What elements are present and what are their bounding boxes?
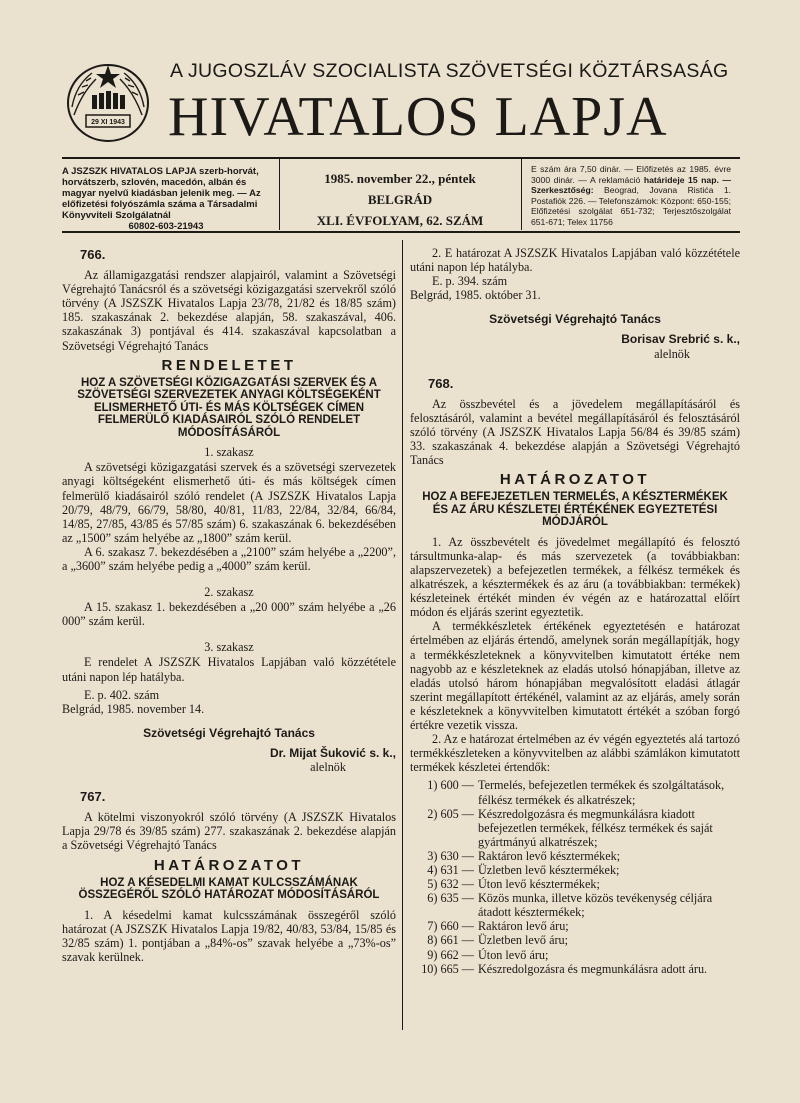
document-title: HOZ A SZÖVETSÉGI KÖZIGAZGATÁSI SZERVEK ÉS A SZÖVETSÉGI SZERVEZETEK ANYAGI KÖLTSÉGEKÉNT ELISMERHETŐ ÚTI- ÉS MÁS KÖLTSÉGEK CÍMEN FELMERÜLŐ KIADÁSAIRÓL SZÓLÓ RENDELET MÓDOSÍTÁSÁRÓL <box>77 376 381 439</box>
deadline-text: határideje 15 nap. — Szerkesztőség: <box>531 174 731 195</box>
paragraph: A szövetségi közigazgatási szervek és a szövetségi szervezetek anyagi költségeként elismerhető úti- és más költségek címen felmerülő kiadásairól szóló rendelet (A JSZSZK Hivatalos Lapja 20/79, 48/79, 66/79, 58/80, 40/81, 11/83, 22/84, 32/84, 66/84, 14/85, 27/85, 43/85 és 57/85 szám) 6. szakaszának 6. bekezdésében az „1500” szám helyébe az „1800” szám kerül. <box>62 460 396 545</box>
document-title: HOZ A KÉSEDELMI KAMAT KULCSSZÁMÁNAK ÖSSZEGÉRŐL SZÓLÓ HATÁROZAT MÓDOSÍTÁSÁRÓL <box>78 876 380 902</box>
account-code: 5) 632 — <box>427 877 474 892</box>
paragraph: 1. Az összbevételt és jövedelmet megállapító és felosztó társultmunka-alap- és más szervezetek (a továbbiakban: alapszervezetek) a befejezetlen termékek, a félkész termékek és alkatrészek, a késztermékek és az áru (a továbbiakban: termékek) készleteinek értékét minden év végén az e határozattal előírt módon és eljárás szerint egyeztetik. <box>410 534 740 620</box>
signer-name: Borisav Srebrić s. k., <box>621 332 740 347</box>
paragraph: E rendelet A JSZSZK Hivatalos Lapjában való közzététele utáni napon lép hatályba. <box>62 655 396 684</box>
account-item <box>410 891 740 919</box>
preamble: Az összbevétel és a jövedelem megállapításáról és felosztásáról, valamint a bevétel megállapításáról és felosztásáról szóló törvény (A JSZSZK Hivatalos Lapja 56/84 és 39/85 szám) 33. szakaszának 4. bekezdése alapján a Szövetségi Végrehajtó Tanács <box>410 396 740 468</box>
reference-number: E. p. 394. szám <box>432 274 508 289</box>
document-type: HATÁROZATOT <box>153 856 305 874</box>
account-code: 1) 600 — <box>427 778 474 793</box>
account-list <box>410 778 740 975</box>
reference-number: E. p. 402. szám <box>84 687 160 702</box>
account-code: 3) 630 — <box>427 848 474 863</box>
account-code: 6) 635 — <box>427 891 474 906</box>
left-column <box>62 246 396 964</box>
account-description: Úton levő késztermékek; <box>478 877 600 892</box>
header-left-info <box>62 166 270 232</box>
account-item <box>410 933 740 947</box>
paragraph: 1. A késedelmi kamat kulcsszámának összegéről szóló határozat (A JSZSZK Hivatalos Lapja 19/82, 40/83, 53/84, 15/85 és 32/85 szám) 1. pontjában a „84%-os” szavak helyébe a „73%-os” szavak kerülnek. <box>62 907 396 964</box>
state-emblem-icon <box>62 55 154 147</box>
right-column <box>410 246 740 976</box>
header-divider-1 <box>279 157 280 230</box>
account-code: 2) 605 — <box>427 806 474 821</box>
signer-role: alelnök <box>654 346 690 361</box>
preamble: A kötelmi viszonyokról szóló törvény (A JSZSZK Hivatalos Lapja 29/78 és 39/85 szám) 277. szakaszának 2. bekezdése alapján a Szövetségi Végrehajtó Tanács <box>62 810 396 853</box>
signer-name: Dr. Mijat Šuković s. k., <box>269 745 396 760</box>
account-item <box>410 919 740 933</box>
language-editions-text: A JSZSZK HIVATALOS LAPJA szerb-horvát, horvátszerb, szlovén, macedón, albán és magyar nyelvű kiadásban jelenik meg. — Az előfizetési folyószámla száma a Társadalmi Könyvviteli Szolgálatnál <box>62 166 261 221</box>
paragraph: A termékkészletek értékének egyeztetésén e határozat értelmében az eljárás értendő, amelynek során megállapítják, hogy a termékkészleteknek a könyvvitelben kimutatott értéke nem nagyobb az e készleteknek az eladás utolsó hónapjában, illetve az eladás utolsó három hónapjában megvalósított eladási átlagár szerint megállapított értékénél, valamint az az eljárás, amely során e készleteknek a könyvvitelben kimutatott értékét a szóban forgó értékre vezetik vissza. <box>410 619 740 733</box>
account-code: 7) 660 — <box>427 919 474 934</box>
account-description: Készredolgozásra és megmunkálásra adott áru. <box>478 961 708 976</box>
account-description: Raktáron levő áru; <box>478 919 569 934</box>
contact-text: Beograd, Jovana Ristića 1. Postafiók 226. — Telefonszámok: Központ: 650-155; Előfizetési szolgálat 651-732; Terjesztőszolgálat 651-671; Telex 11756 <box>531 185 732 227</box>
account-description: Úton levő áru; <box>478 947 549 962</box>
issuing-body: Szövetségi Végrehajtó Tanács <box>143 725 315 740</box>
preamble: Az államigazgatási rendszer alapjairól, valamint a Szövetségi Végrehajtó Tanácsról és a szövetségi közigazgatási szervekről szóló törvény (A JSZSZK Hivatalos Lapja 23/78, 21/82 és 18/85 szám) 185. szakaszának 2. bekezdése alapján, 58. szakaszával, 406. szakaszának 3) pontjával és 414. szakaszával kapcsolatban a Szövetségi Végrehajtó Tanács <box>62 268 396 353</box>
account-description: Üzletben levő áru; <box>478 933 569 948</box>
account-code: 8) 661 — <box>427 933 474 948</box>
paragraph: 2. E határozat A JSZSZK Hivatalos Lapjában való közzététele utáni napon lép hatályba. <box>410 246 740 275</box>
account-item <box>410 877 740 891</box>
account-item <box>410 807 740 849</box>
account-code: 10) 665 — <box>421 961 474 976</box>
emblem-date-text: 29 XI 1943 <box>91 119 125 126</box>
price-text: E szám ára 7,50 dinár. — Előfizetés az 1985. évre 3000 dinár. — A reklamáció <box>531 164 731 185</box>
document-number: 768. <box>428 375 454 391</box>
column-divider <box>402 240 403 1030</box>
document-type: RENDELETET <box>161 356 297 374</box>
place-date: Belgrád, 1985. október 31. <box>410 288 541 303</box>
account-description: Közös munka, illetve közös tevékenység céljára átadott késztermékek; <box>478 891 713 920</box>
section-heading: 1. szakasz <box>204 445 254 460</box>
paragraph: A 6. szakasz 7. bekezdésében a „2100” szám helyébe a „2200”, a „3600” szám helyébe pedig a „4000” szám kerül. <box>62 544 396 573</box>
account-item <box>410 948 740 962</box>
signer-role: alelnök <box>310 760 346 775</box>
issue-city: BELGRÁD <box>367 192 433 207</box>
document-number: 766. <box>80 247 106 262</box>
account-item <box>410 849 740 863</box>
document-title: HOZ A BEFEJEZETLEN TERMELÉS, A KÉSZTERMÉKEK ÉS AZ ÁRU KÉSZLETEI ÉRTÉKÉNEK EGYEZTETÉSI MÓDJÁRÓL <box>422 491 728 529</box>
paragraph: A 15. szakasz 1. bekezdésében a „20 000” szám helyébe a „26 000” szám kerül. <box>62 600 396 629</box>
account-code: 4) 631 — <box>427 862 474 877</box>
account-description: Üzletben levő késztermékek; <box>478 862 620 877</box>
republic-name: A JUGOSZLÁV SZOCIALISTA SZÖVETSÉGI KÖZTÁRSASÁG <box>170 60 729 82</box>
account-description: Raktáron levő késztermékek; <box>478 848 621 863</box>
document-type: HATÁROZATOT <box>499 471 651 489</box>
header-divider-2 <box>521 157 522 230</box>
section-heading: 2. szakasz <box>204 585 254 600</box>
account-code: 9) 662 — <box>427 947 474 962</box>
header-right-info <box>531 164 731 227</box>
issue-date: 1985. november 22., péntek <box>324 171 476 186</box>
header-issue-info <box>290 168 510 231</box>
account-description: Termelés, befejezetlen termékek és szolgáltatások, félkész termékek és alkatrészek; <box>478 778 725 807</box>
issuing-body: Szövetségi Végrehajtó Tanács <box>489 312 661 327</box>
place-date: Belgrád, 1985. november 14. <box>62 701 205 716</box>
account-description: Készredolgozásra és megmunkálásra kiadott befejezetlen termékek, félkész termékek és saját gyártmányú alkatrészek; <box>478 806 713 849</box>
account-item <box>410 962 740 976</box>
account-item <box>410 863 740 877</box>
account-number: 60802-603-21943 <box>128 221 204 232</box>
header-top-rule <box>62 157 740 159</box>
section-heading: 3. szakasz <box>204 640 254 655</box>
paragraph: 2. Az e határozat értelmében az év végén egyeztetés alá tartozó termékkészleteken a könyvvitelben az alábbi számlákon kimutatott termékek készletei értendők: <box>410 732 740 775</box>
document-number: 767. <box>80 789 106 805</box>
issue-volume: XLI. ÉVFOLYAM, 62. SZÁM <box>316 213 484 228</box>
gazette-title: HIVATALOS LAPJA <box>168 86 668 148</box>
account-item <box>410 778 740 806</box>
